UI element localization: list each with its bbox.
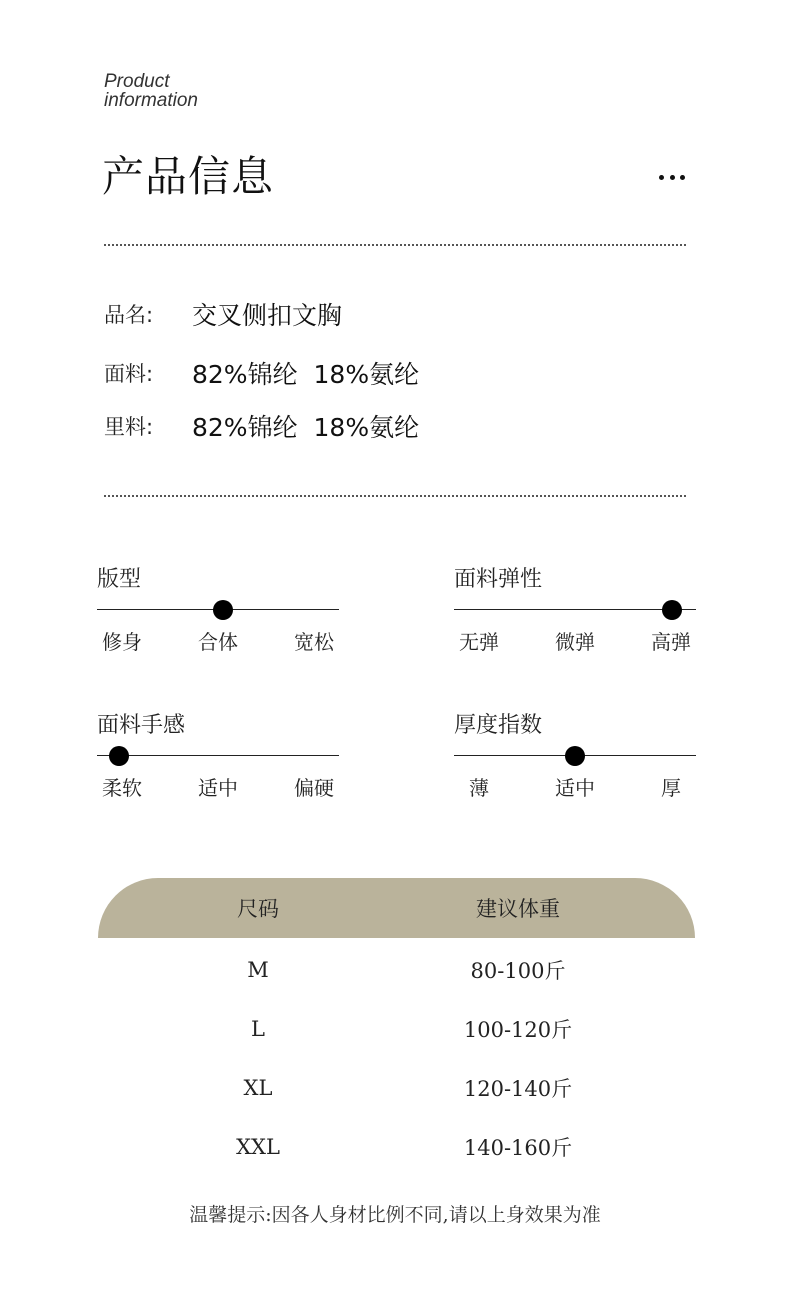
scale-fit [97,566,339,676]
scale-option: 合体 [198,630,238,654]
size-cell: L [251,1016,265,1041]
weight-cell: 100-120斤 [463,1017,573,1042]
divider-middle [104,495,686,497]
size-table-header [98,878,695,938]
table-row [98,940,695,999]
scale-option: 厚 [661,776,681,800]
scale-option: 适中 [555,776,595,800]
scale-option: 修身 [102,630,142,654]
divider-top [104,244,686,246]
info-label: 品名: [104,303,154,327]
scale-indicator [109,746,129,766]
info-label: 里料: [104,415,154,439]
english-title-line2: information [104,90,198,111]
info-value: 交叉侧扣文胸 [192,301,343,330]
weight-cell: 140-160斤 [463,1135,573,1160]
info-row-lining [104,408,419,444]
scale-indicator [662,600,682,620]
size-cell: XL [243,1075,273,1100]
weight-cell: 80-100斤 [470,958,566,983]
scale-title: 面料手感 [97,713,186,738]
scale-elasticity [454,566,696,676]
info-row-name [104,296,342,332]
more-dots-icon[interactable] [659,174,685,180]
english-title-line1: Product [104,71,170,92]
scale-indicator [565,746,585,766]
info-label: 面料: [104,362,154,386]
size-table [98,878,695,1176]
size-cell: M [247,957,269,982]
dot [670,175,675,180]
page-title: 产品信息 [102,152,275,201]
scale-option: 微弹 [555,630,595,654]
scale-option: 薄 [469,776,489,800]
scale-hand-feel [97,712,339,822]
scale-thickness [454,712,696,822]
scale-labels [97,772,339,801]
header-weight: 建议体重 [476,897,560,921]
scale-option: 柔软 [102,776,142,800]
weight-cell: 120-140斤 [463,1076,573,1101]
warm-tip-note: 温馨提示:因各人身材比例不同,请以上身效果为准 [189,1204,601,1226]
info-value: 82%锦纶 18%氨纶 [192,360,420,389]
scale-labels [454,626,696,655]
table-row [98,999,695,1058]
english-title [104,72,198,110]
scale-track [454,609,696,610]
scale-option: 高弹 [651,630,691,654]
scale-labels [97,626,339,655]
info-value: 82%锦纶 18%氨纶 [192,413,420,442]
scale-option: 适中 [198,776,238,800]
scale-title: 厚度指数 [454,713,543,738]
dot [659,175,664,180]
scale-labels [454,772,696,801]
dot [680,175,685,180]
scale-option: 宽松 [294,630,334,654]
scale-option: 无弹 [459,630,499,654]
scale-title: 面料弹性 [454,567,543,592]
scale-track [97,755,339,756]
info-row-fabric [104,355,419,391]
scale-option: 偏硬 [294,776,334,800]
scale-indicator [213,600,233,620]
header-size: 尺码 [237,897,279,921]
table-row [98,1058,695,1117]
size-cell: XXL [236,1134,280,1159]
table-row [98,1117,695,1176]
scale-title: 版型 [97,567,142,592]
